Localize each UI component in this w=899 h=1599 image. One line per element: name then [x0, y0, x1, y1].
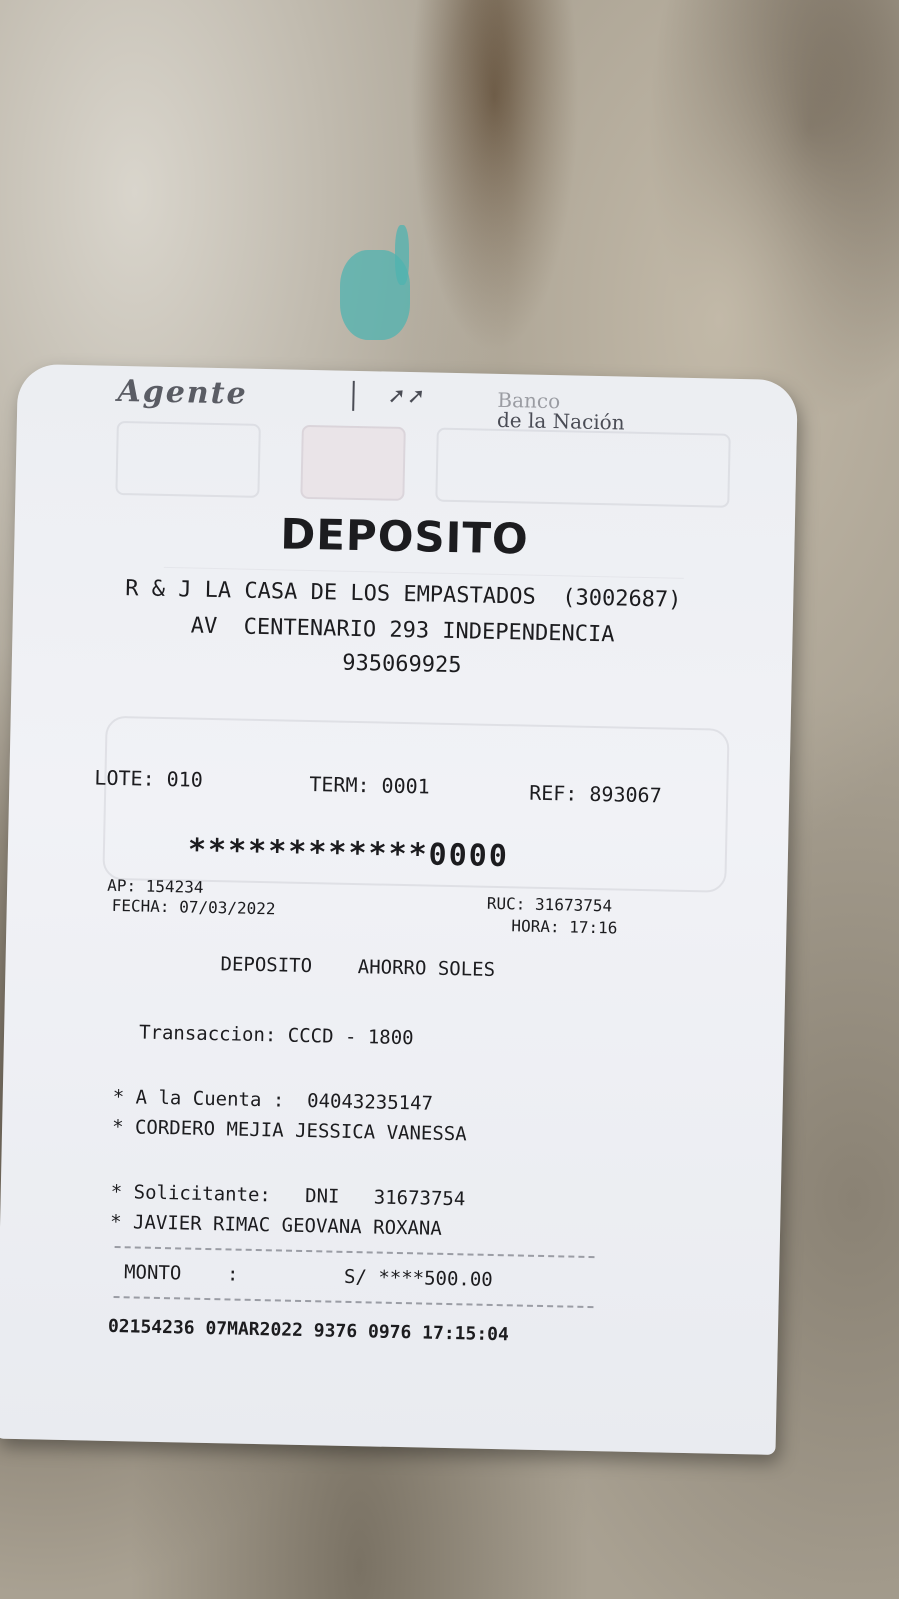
- faint-card-logo: [300, 425, 406, 501]
- transaction-code: Transaccion: CCCD - 1800: [138, 1021, 414, 1050]
- receipt-title: DEPOSITO: [279, 509, 530, 564]
- destination-account: * A la Cuenta : 04043235147: [112, 1085, 434, 1115]
- operation-type: DEPOSITO AHORRO SOLES: [220, 953, 496, 981]
- amount-value: S/ ****500.00: [343, 1265, 493, 1291]
- separator-top: [115, 1246, 595, 1258]
- bank-name: [496, 387, 625, 435]
- receipt-footer-code: 02154236 07MAR2022 9376 0976 17:15:04: [107, 1315, 510, 1346]
- bank-logo-icon: ➚➚: [387, 383, 427, 410]
- deposit-receipt: [0, 364, 798, 1455]
- transaction-time: HORA: 17:16: [511, 916, 618, 938]
- teal-stain-drip: [395, 225, 409, 285]
- bank-name-line1: Banco: [497, 387, 561, 414]
- faint-visa-logo: [435, 428, 730, 508]
- lote-number: LOTE: 010: [94, 765, 204, 792]
- amount-label: MONTO :: [123, 1261, 239, 1286]
- bank-name-line2: de la Nación: [496, 407, 625, 435]
- header-divider: [352, 381, 355, 411]
- requester-name: * JAVIER RIMAC GEOVANA ROXANA: [109, 1210, 443, 1240]
- masked-card-number: ************0000: [187, 832, 510, 875]
- receipt-header: [117, 373, 738, 435]
- separator-bottom: [114, 1296, 594, 1308]
- business-address: AV CENTENARIO 293 INDEPENDENCIA: [190, 613, 615, 648]
- business-name: R & J LA CASA DE LOS EMPASTADOS (3002687): [124, 576, 682, 613]
- business-phone: 935069925: [342, 650, 462, 679]
- account-holder: * CORDERO MEJIA JESSICA VANESSA: [111, 1115, 467, 1146]
- reference-number: REF: 893067: [528, 780, 662, 808]
- terminal-number: TERM: 0001: [309, 772, 430, 799]
- transaction-date: FECHA: 07/03/2022: [111, 895, 276, 919]
- requester-id: * Solicitante: DNI 31673754: [110, 1180, 466, 1211]
- approval-code: AP: 154234: [106, 875, 204, 897]
- agente-brand: Agente: [117, 373, 248, 412]
- faint-card-logo: [115, 421, 261, 498]
- ruc-number: RUC: 31673754: [486, 893, 613, 916]
